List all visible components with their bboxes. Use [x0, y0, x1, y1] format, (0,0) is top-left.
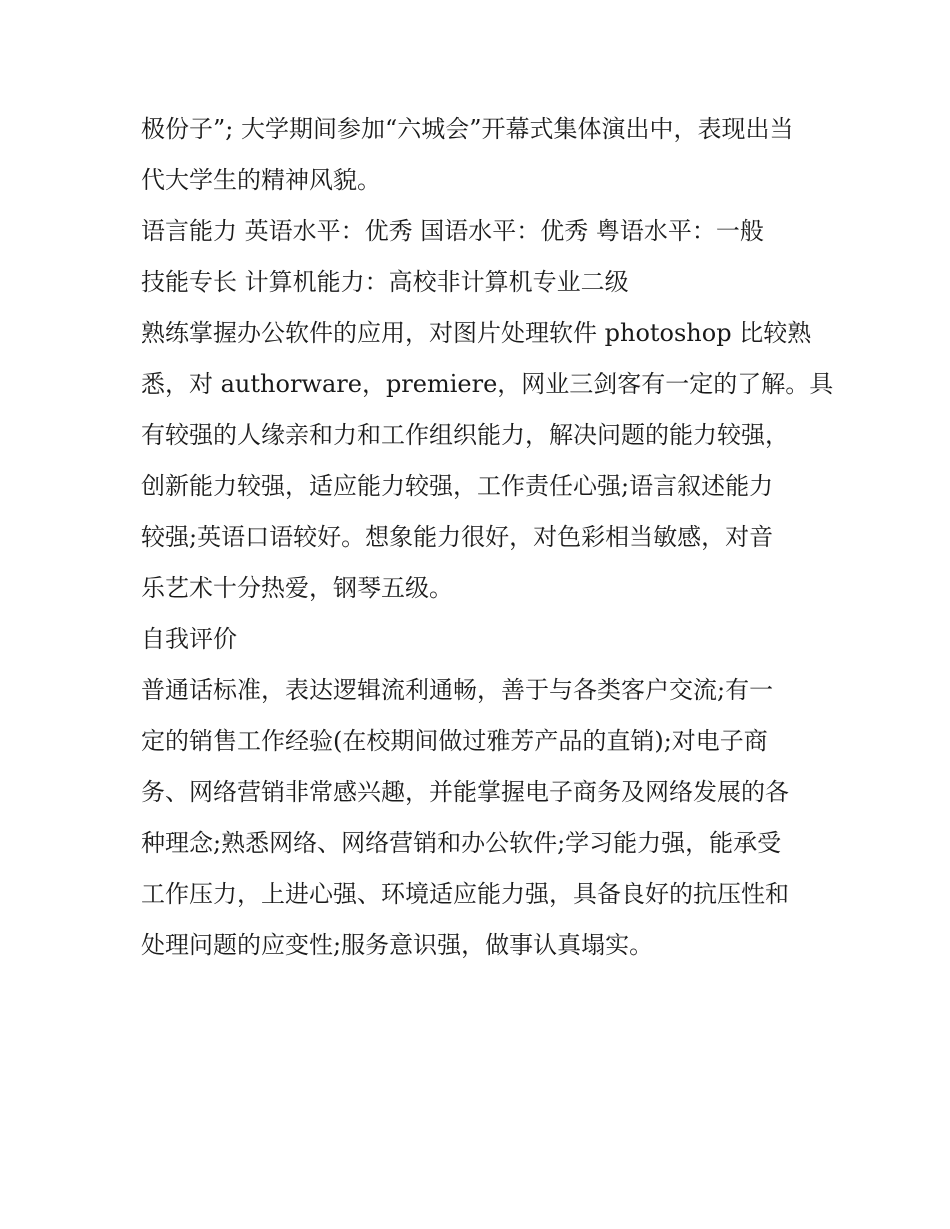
section-heading: 自我评价 — [141, 625, 237, 653]
text-line: 代大学生的精神风貌。 — [141, 166, 381, 194]
text-line: 创新能力较强，适应能力较强，工作责任心强;语言叙述能力 — [141, 472, 774, 500]
text-line: 定的销售工作经验(在校期间做过雅芳产品的直销);对电子商 — [141, 727, 768, 755]
text-line: 有较强的人缘亲和力和工作组织能力，解决问题的能力较强， — [141, 421, 789, 449]
text-line: 务、网络营销非常感兴趣，并能掌握电子商务及网络发展的各 — [141, 778, 789, 806]
text-line: 语言能力 英语水平：优秀 国语水平：优秀 粤语水平：一般 — [141, 217, 764, 245]
text-line: 种理念;熟悉网络、网络营销和办公软件;学习能力强，能承受 — [141, 829, 782, 857]
document-body — [141, 104, 834, 971]
text-line: 较强;英语口语较好。想象能力很好，对色彩相当敏感，对音 — [141, 523, 774, 551]
text-line: 极份子”; 大学期间参加“六城会”开幕式集体演出中，表现出当 — [141, 115, 794, 143]
text-line: 乐艺术十分热爱，钢琴五级。 — [141, 574, 453, 602]
text-line: 技能专长 计算机能力：高校非计算机专业二级 — [141, 268, 629, 296]
text-line: 普通话标准，表达逻辑流利通畅，善于与各类客户交流;有一 — [141, 676, 774, 704]
text-line: 处理问题的应变性;服务意识强，做事认真塌实。 — [141, 931, 654, 959]
text-line: 熟练掌握办公软件的应用，对图片处理软件 photoshop 比较熟 — [141, 319, 812, 347]
text-line: 悉，对 authorware，premiere，网业三剑客有一定的了解。具 — [141, 370, 834, 398]
text-line: 工作压力，上进心强、环境适应能力强，具备良好的抗压性和 — [141, 880, 789, 908]
